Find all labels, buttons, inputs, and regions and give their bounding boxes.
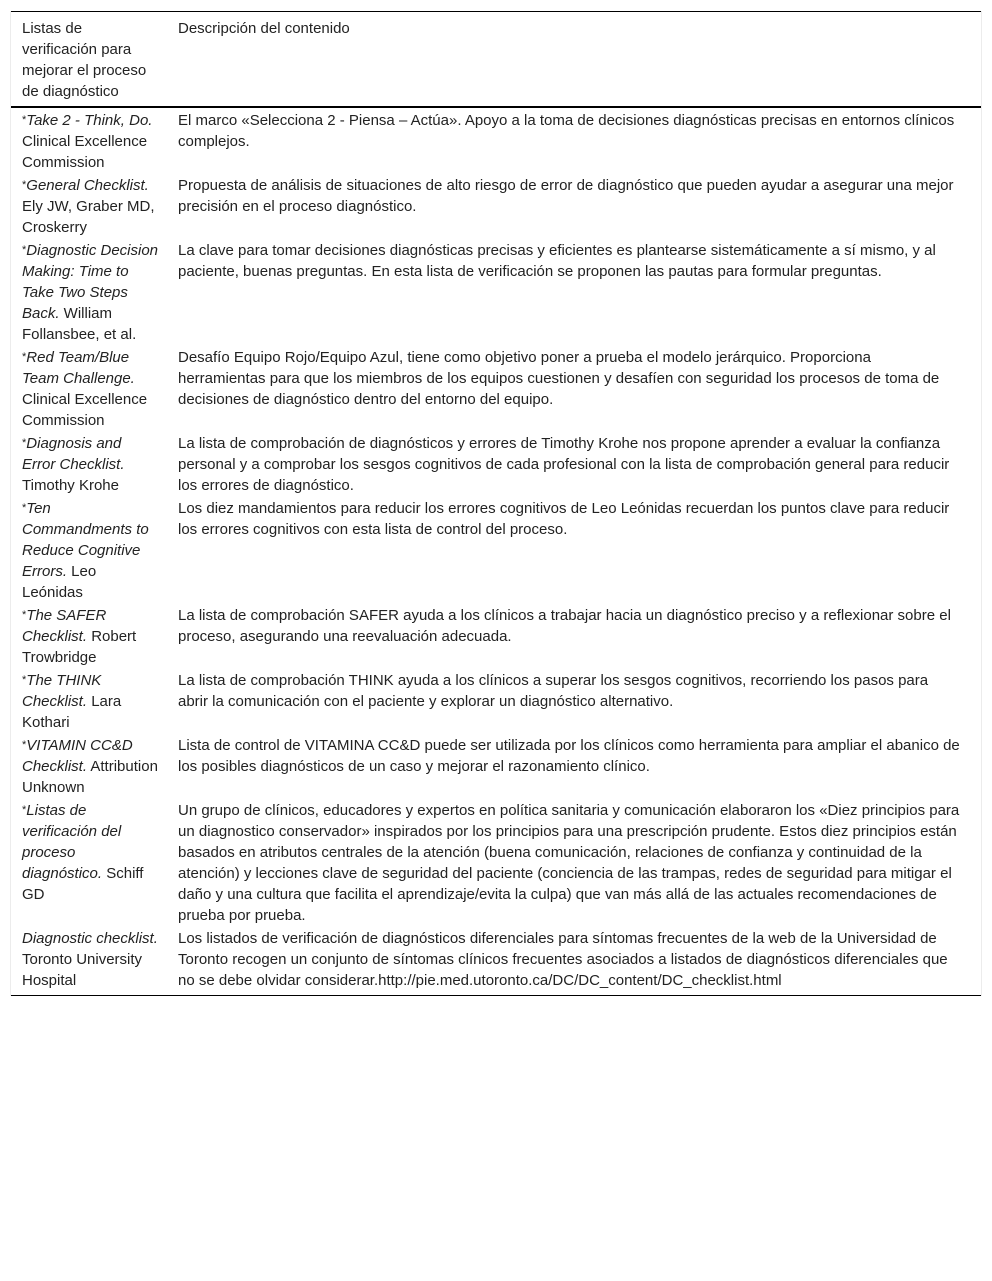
checklist-cell	[11, 603, 168, 668]
asterisk-marker: *	[22, 739, 27, 751]
checklist-author: Attribution Unknown	[22, 758, 158, 796]
header-description: Descripción del contenido	[178, 20, 350, 37]
checklist-title: Diagnostic checklist.	[22, 930, 158, 947]
header-checklists: Listas de verificación para mejorar el proceso de diagnóstico	[22, 20, 147, 100]
asterisk-marker: *	[22, 114, 27, 126]
checklist-title: Diagnosis and Error Checklist.	[22, 435, 125, 473]
asterisk-marker: *	[22, 502, 27, 514]
description-cell: Propuesta de análisis de situaciones de alto riesgo de error de diagnóstico que pueden ayudar a asegurar una mejor precisión en el proceso diagnóstico.	[178, 177, 954, 215]
checklist-title: Red Team/Blue Team Challenge.	[22, 349, 135, 387]
checklist-title: The SAFER Checklist.	[22, 607, 107, 645]
checklist-author: Clinical Excellence Commission	[22, 133, 148, 171]
table-row	[11, 431, 981, 496]
asterisk-marker: *	[22, 804, 27, 816]
description-cell: Los listados de verificación de diagnósticos diferenciales para síntomas frecuentes de la web de la Universidad de Toronto recogen un conjunto de síntomas clínicos frecuentes asociados a listados de diagnósticos diferenciales que no se debe olvidar considerar.http://pie.med.utoronto.ca/DC/DC_content/DC_checklist.html	[178, 930, 948, 989]
table-row	[11, 733, 981, 798]
header-row	[11, 12, 981, 108]
checklist-cell	[11, 668, 168, 733]
asterisk-marker: *	[22, 609, 27, 621]
checklist-title: The THINK Checklist.	[22, 672, 102, 710]
table-header	[11, 12, 981, 108]
description-cell: La lista de comprobación THINK ayuda a los clínicos a superar los sesgos cognitivos, recorriendo los pasos para abrir la comunicación con el paciente y explorar un diagnóstico alternativo.	[178, 672, 929, 710]
checklist-cell	[11, 173, 168, 238]
checklist-author: Clinical Excellence Commission	[22, 391, 148, 429]
checklist-cell	[11, 496, 168, 603]
checklist-author: Leo Leónidas	[22, 563, 97, 601]
table-row	[11, 107, 981, 173]
description-cell: El marco «Selecciona 2 - Piensa – Actúa». Apoyo a la toma de decisiones diagnósticas precisas en entornos clínicos complejos.	[178, 112, 955, 150]
table-row	[11, 345, 981, 431]
table-row	[11, 668, 981, 733]
checklist-author: William Follansbee, et al.	[22, 305, 137, 343]
checklist-title: Ten Commandments to Reduce Cognitive Errors.	[22, 500, 149, 580]
table-row	[11, 496, 981, 603]
checklist-table	[11, 11, 981, 996]
description-cell: La clave para tomar decisiones diagnósticas precisas y eficientes es plantearse sistemáticamente a sí mismo, y al paciente, buenas preguntas. En esta lista de verificación se proponen las pautas para formular preguntas.	[178, 242, 936, 280]
checklist-author: Timothy Krohe	[22, 477, 119, 494]
checklist-title: Diagnostic Decision Making: Time to Take Two Steps Back.	[22, 242, 159, 322]
checklist-cell	[11, 733, 168, 798]
asterisk-marker: *	[22, 437, 27, 449]
table-row	[11, 173, 981, 238]
checklist-author: Toronto University Hospital	[22, 951, 143, 989]
description-cell: Lista de control de VITAMINA CC&D puede ser utilizada por los clínicos como herramienta para ampliar el abanico de los posibles diagnósticos de un caso y mejorar el razonamiento clínico.	[178, 737, 960, 775]
description-cell: La lista de comprobación SAFER ayuda a los clínicos a trabajar hacia un diagnóstico preciso y a reflexionar sobre el proceso, asegurando una reevaluación adecuada.	[178, 607, 951, 645]
asterisk-marker: *	[22, 244, 27, 256]
checklist-cell	[11, 238, 168, 345]
description-cell: La lista de comprobación de diagnósticos y errores de Timothy Krohe nos propone aprender a evaluar la confianza personal y a comprobar los sesgos cognitivos de cada profesional con la lista de comprobación general para reducir los errores de diagnóstico.	[178, 435, 950, 494]
description-cell: Los diez mandamientos para reducir los errores cognitivos de Leo Leónidas recuerdan los puntos clave para reducir los errores cognitivos con esta lista de control del proceso.	[178, 500, 950, 538]
table-row	[11, 603, 981, 668]
checklist-author: Ely JW, Graber MD, Croskerry	[22, 198, 155, 236]
checklist-title: VITAMIN CC&D Checklist.	[22, 737, 133, 775]
table-row	[11, 798, 981, 926]
description-cell: Desafío Equipo Rojo/Equipo Azul, tiene como objetivo poner a prueba el modelo jerárquico. Proporciona herramientas para que los miembros de los equipos cuestionen y desafíen con seguridad los procesos de toma de decisiones de diagnóstico dentro del entorno del equipo.	[178, 349, 940, 408]
checklist-title: General Checklist.	[26, 177, 149, 194]
table-row	[11, 926, 981, 996]
description-cell: Un grupo de clínicos, educadores y expertos en política sanitaria y comunicación elaboraron los «Diez principios para un diagnostico conservador» inspirados por los principios para una prescripción prudente. Estos diez principios están basados en atributos centrales de la atención (buena comunicación, relaciones de confianza y continuidad de la atención) y lecciones clave de seguridad del paciente (conciencia de las trampas, redes de seguridad para mitigar el daño y una cultura que facilita el aprendizaje/evita la culpa) que van más allá de las actuales recomendaciones de prueba por prueba.	[178, 802, 960, 924]
checklist-cell	[11, 345, 168, 431]
checklist-title: Listas de verificación del proceso diagnóstico.	[22, 802, 122, 882]
checklist-title: Take 2 - Think, Do.	[26, 112, 153, 129]
checklist-cell	[11, 107, 168, 173]
table-row	[11, 238, 981, 345]
checklist-author: Lara Kothari	[22, 693, 122, 731]
checklist-author: Schiff GD	[22, 865, 144, 903]
table-body	[11, 107, 981, 996]
checklist-cell	[11, 798, 168, 926]
asterisk-marker: *	[22, 674, 27, 686]
checklist-cell	[11, 926, 168, 996]
checklist-table-container	[10, 11, 982, 996]
checklist-cell	[11, 431, 168, 496]
checklist-author: Robert Trowbridge	[22, 628, 137, 666]
asterisk-marker: *	[22, 179, 27, 191]
asterisk-marker: *	[22, 351, 27, 363]
